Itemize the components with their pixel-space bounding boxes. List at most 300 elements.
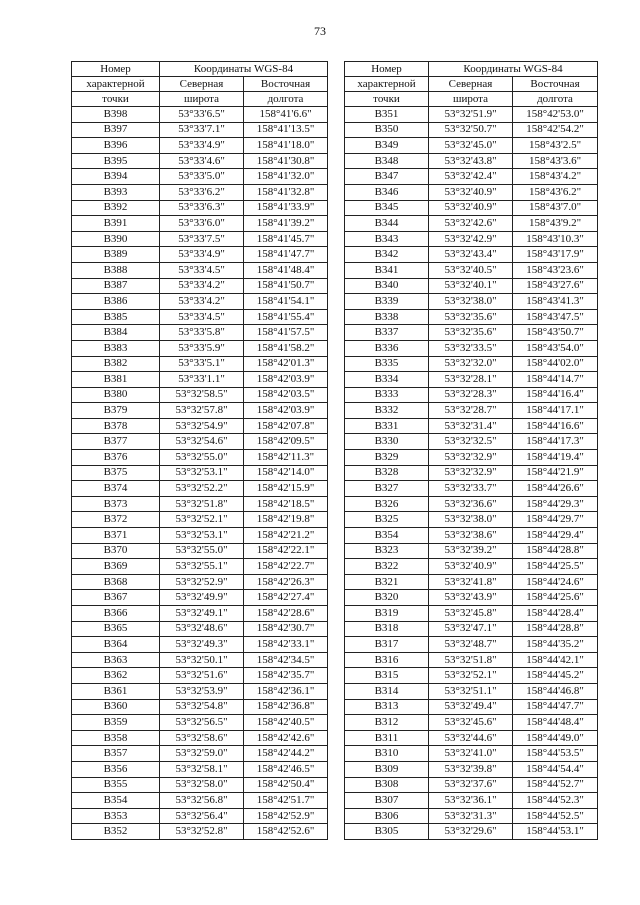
header-point-number-line3: точки bbox=[345, 92, 429, 107]
table-row bbox=[345, 418, 598, 434]
point-id-cell: B329 bbox=[345, 450, 429, 466]
longitude-cell: 158°42'03.9" bbox=[244, 403, 328, 419]
latitude-cell: 53°33'6.2" bbox=[160, 184, 244, 200]
latitude-cell: 53°32'37.6" bbox=[429, 777, 513, 793]
longitude-cell: 158°42'18.5" bbox=[244, 496, 328, 512]
latitude-cell: 53°32'41.0" bbox=[429, 746, 513, 762]
point-id-cell: B373 bbox=[72, 496, 160, 512]
point-id-cell: B345 bbox=[345, 200, 429, 216]
table-row bbox=[72, 309, 328, 325]
point-id-cell: B395 bbox=[72, 153, 160, 169]
longitude-cell: 158°43'54.0" bbox=[513, 340, 598, 356]
latitude-cell: 53°32'56.4" bbox=[160, 808, 244, 824]
table-row bbox=[345, 294, 598, 310]
point-id-cell: B389 bbox=[72, 247, 160, 263]
point-id-cell: B322 bbox=[345, 559, 429, 575]
table-row bbox=[345, 777, 598, 793]
table-row bbox=[72, 465, 328, 481]
point-id-cell: B354 bbox=[345, 528, 429, 544]
longitude-cell: 158°44'52.7" bbox=[513, 777, 598, 793]
longitude-cell: 158°42'19.8" bbox=[244, 512, 328, 528]
point-id-cell: B317 bbox=[345, 637, 429, 653]
longitude-cell: 158°42'36.1" bbox=[244, 683, 328, 699]
header-point-number: Номер bbox=[345, 62, 429, 77]
header-longitude-line2: долгота bbox=[244, 92, 328, 107]
table-row bbox=[345, 606, 598, 622]
point-id-cell: B305 bbox=[345, 824, 429, 840]
latitude-cell: 53°32'43.9" bbox=[429, 590, 513, 606]
latitude-cell: 53°32'44.6" bbox=[429, 730, 513, 746]
table-row bbox=[72, 434, 328, 450]
longitude-cell: 158°41'39.2" bbox=[244, 216, 328, 232]
table-row bbox=[345, 325, 598, 341]
table-row bbox=[72, 668, 328, 684]
latitude-cell: 53°32'35.6" bbox=[429, 325, 513, 341]
table-row bbox=[72, 590, 328, 606]
latitude-cell: 53°33'6.0" bbox=[160, 216, 244, 232]
table-row bbox=[345, 465, 598, 481]
longitude-cell: 158°42'22.7" bbox=[244, 559, 328, 575]
point-id-cell: B372 bbox=[72, 512, 160, 528]
longitude-cell: 158°44'16.4" bbox=[513, 387, 598, 403]
longitude-cell: 158°44'48.4" bbox=[513, 715, 598, 731]
latitude-cell: 53°32'38.0" bbox=[429, 512, 513, 528]
point-id-cell: B314 bbox=[345, 683, 429, 699]
table-row bbox=[72, 294, 328, 310]
point-id-cell: B320 bbox=[345, 590, 429, 606]
point-id-cell: B323 bbox=[345, 543, 429, 559]
latitude-cell: 53°32'41.8" bbox=[429, 574, 513, 590]
point-id-cell: B366 bbox=[72, 606, 160, 622]
longitude-cell: 158°43'4.2" bbox=[513, 169, 598, 185]
latitude-cell: 53°32'48.6" bbox=[160, 621, 244, 637]
longitude-cell: 158°44'46.8" bbox=[513, 683, 598, 699]
header-coordinates: Координаты WGS-84 bbox=[160, 62, 328, 77]
table-row bbox=[72, 699, 328, 715]
point-id-cell: B397 bbox=[72, 122, 160, 138]
point-id-cell: B341 bbox=[345, 262, 429, 278]
latitude-cell: 53°32'50.1" bbox=[160, 652, 244, 668]
point-id-cell: B326 bbox=[345, 496, 429, 512]
longitude-cell: 158°44'47.7" bbox=[513, 699, 598, 715]
longitude-cell: 158°43'27.6" bbox=[513, 278, 598, 294]
latitude-cell: 53°32'39.2" bbox=[429, 543, 513, 559]
longitude-cell: 158°44'54.4" bbox=[513, 761, 598, 777]
longitude-cell: 158°42'54.2" bbox=[513, 122, 598, 138]
point-id-cell: B342 bbox=[345, 247, 429, 263]
latitude-cell: 53°32'32.0" bbox=[429, 356, 513, 372]
latitude-cell: 53°32'54.6" bbox=[160, 434, 244, 450]
table-row bbox=[72, 683, 328, 699]
latitude-cell: 53°32'55.1" bbox=[160, 559, 244, 575]
table-row bbox=[72, 262, 328, 278]
longitude-cell: 158°41'32.8" bbox=[244, 184, 328, 200]
latitude-cell: 53°32'52.1" bbox=[160, 512, 244, 528]
point-id-cell: B379 bbox=[72, 403, 160, 419]
table-row bbox=[345, 231, 598, 247]
table-row bbox=[72, 761, 328, 777]
point-id-cell: B387 bbox=[72, 278, 160, 294]
latitude-cell: 53°32'58.1" bbox=[160, 761, 244, 777]
point-id-cell: B348 bbox=[345, 153, 429, 169]
latitude-cell: 53°32'40.5" bbox=[429, 262, 513, 278]
longitude-cell: 158°42'52.9" bbox=[244, 808, 328, 824]
latitude-cell: 53°32'43.8" bbox=[429, 153, 513, 169]
header-point-number-line2: характерной bbox=[72, 77, 160, 92]
latitude-cell: 53°33'4.2" bbox=[160, 278, 244, 294]
point-id-cell: B327 bbox=[345, 481, 429, 497]
latitude-cell: 53°32'31.4" bbox=[429, 418, 513, 434]
latitude-cell: 53°33'4.5" bbox=[160, 309, 244, 325]
table-body-left bbox=[72, 107, 328, 840]
point-id-cell: B358 bbox=[72, 730, 160, 746]
point-id-cell: B344 bbox=[345, 216, 429, 232]
longitude-cell: 158°42'26.3" bbox=[244, 574, 328, 590]
point-id-cell: B306 bbox=[345, 808, 429, 824]
point-id-cell: B310 bbox=[345, 746, 429, 762]
table-row bbox=[345, 138, 598, 154]
table-row bbox=[72, 138, 328, 154]
table-row bbox=[345, 715, 598, 731]
latitude-cell: 53°32'58.0" bbox=[160, 777, 244, 793]
longitude-cell: 158°44'17.1" bbox=[513, 403, 598, 419]
table-row bbox=[345, 808, 598, 824]
latitude-cell: 53°33'4.9" bbox=[160, 247, 244, 263]
point-id-cell: B386 bbox=[72, 294, 160, 310]
longitude-cell: 158°41'18.0" bbox=[244, 138, 328, 154]
latitude-cell: 53°32'32.9" bbox=[429, 465, 513, 481]
latitude-cell: 53°32'54.9" bbox=[160, 418, 244, 434]
point-id-cell: B354 bbox=[72, 793, 160, 809]
table-row bbox=[72, 169, 328, 185]
point-id-cell: B370 bbox=[72, 543, 160, 559]
point-id-cell: B393 bbox=[72, 184, 160, 200]
latitude-cell: 53°32'32.9" bbox=[429, 450, 513, 466]
table-row bbox=[345, 574, 598, 590]
longitude-cell: 158°42'03.9" bbox=[244, 372, 328, 388]
point-id-cell: B369 bbox=[72, 559, 160, 575]
table-row bbox=[345, 340, 598, 356]
header-longitude: Восточная bbox=[513, 77, 598, 92]
point-id-cell: B332 bbox=[345, 403, 429, 419]
latitude-cell: 53°32'42.6" bbox=[429, 216, 513, 232]
table-row bbox=[345, 699, 598, 715]
table-row bbox=[72, 340, 328, 356]
table-row bbox=[72, 356, 328, 372]
longitude-cell: 158°42'50.4" bbox=[244, 777, 328, 793]
table-row bbox=[72, 574, 328, 590]
header-coordinates: Координаты WGS-84 bbox=[429, 62, 598, 77]
point-id-cell: B337 bbox=[345, 325, 429, 341]
table-row bbox=[345, 184, 598, 200]
longitude-cell: 158°42'07.8" bbox=[244, 418, 328, 434]
table-row bbox=[345, 528, 598, 544]
latitude-cell: 53°32'33.5" bbox=[429, 340, 513, 356]
point-id-cell: B398 bbox=[72, 107, 160, 123]
latitude-cell: 53°32'52.2" bbox=[160, 481, 244, 497]
header-latitude-line2: широта bbox=[429, 92, 513, 107]
point-id-cell: B355 bbox=[72, 777, 160, 793]
longitude-cell: 158°43'6.2" bbox=[513, 184, 598, 200]
point-id-cell: B349 bbox=[345, 138, 429, 154]
point-id-cell: B375 bbox=[72, 465, 160, 481]
point-id-cell: B313 bbox=[345, 699, 429, 715]
longitude-cell: 158°43'23.6" bbox=[513, 262, 598, 278]
point-id-cell: B356 bbox=[72, 761, 160, 777]
table-row bbox=[72, 216, 328, 232]
point-id-cell: B383 bbox=[72, 340, 160, 356]
table-row bbox=[72, 247, 328, 263]
latitude-cell: 53°32'55.0" bbox=[160, 450, 244, 466]
latitude-cell: 53°32'58.6" bbox=[160, 730, 244, 746]
table-row bbox=[345, 496, 598, 512]
point-id-cell: B347 bbox=[345, 169, 429, 185]
longitude-cell: 158°42'22.1" bbox=[244, 543, 328, 559]
latitude-cell: 53°32'49.4" bbox=[429, 699, 513, 715]
point-id-cell: B377 bbox=[72, 434, 160, 450]
table-row bbox=[345, 434, 598, 450]
point-id-cell: B378 bbox=[72, 418, 160, 434]
longitude-cell: 158°44'16.6" bbox=[513, 418, 598, 434]
longitude-cell: 158°42'28.6" bbox=[244, 606, 328, 622]
longitude-cell: 158°42'53.0" bbox=[513, 107, 598, 123]
longitude-cell: 158°43'47.5" bbox=[513, 309, 598, 325]
latitude-cell: 53°33'4.5" bbox=[160, 262, 244, 278]
longitude-cell: 158°42'44.2" bbox=[244, 746, 328, 762]
point-id-cell: B365 bbox=[72, 621, 160, 637]
latitude-cell: 53°32'28.3" bbox=[429, 387, 513, 403]
point-id-cell: B340 bbox=[345, 278, 429, 294]
point-id-cell: B368 bbox=[72, 574, 160, 590]
latitude-cell: 53°33'5.1" bbox=[160, 356, 244, 372]
point-id-cell: B333 bbox=[345, 387, 429, 403]
table-row bbox=[72, 278, 328, 294]
table-row bbox=[345, 824, 598, 840]
latitude-cell: 53°32'49.9" bbox=[160, 590, 244, 606]
table-row bbox=[72, 621, 328, 637]
point-id-cell: B315 bbox=[345, 668, 429, 684]
point-id-cell: B338 bbox=[345, 309, 429, 325]
longitude-cell: 158°44'17.3" bbox=[513, 434, 598, 450]
page-number: 73 bbox=[314, 24, 326, 38]
point-id-cell: B382 bbox=[72, 356, 160, 372]
point-id-cell: B367 bbox=[72, 590, 160, 606]
point-id-cell: B376 bbox=[72, 450, 160, 466]
point-id-cell: B359 bbox=[72, 715, 160, 731]
point-id-cell: B381 bbox=[72, 372, 160, 388]
longitude-cell: 158°42'35.7" bbox=[244, 668, 328, 684]
latitude-cell: 53°32'40.9" bbox=[429, 559, 513, 575]
latitude-cell: 53°33'4.6" bbox=[160, 153, 244, 169]
latitude-cell: 53°33'5.8" bbox=[160, 325, 244, 341]
point-id-cell: B328 bbox=[345, 465, 429, 481]
point-id-cell: B374 bbox=[72, 481, 160, 497]
point-id-cell: B353 bbox=[72, 808, 160, 824]
latitude-cell: 53°32'29.6" bbox=[429, 824, 513, 840]
point-id-cell: B309 bbox=[345, 761, 429, 777]
point-id-cell: B362 bbox=[72, 668, 160, 684]
table-body-right bbox=[345, 107, 598, 840]
longitude-cell: 158°42'42.6" bbox=[244, 730, 328, 746]
longitude-cell: 158°41'57.5" bbox=[244, 325, 328, 341]
longitude-cell: 158°44'45.2" bbox=[513, 668, 598, 684]
point-id-cell: B331 bbox=[345, 418, 429, 434]
table-row bbox=[72, 325, 328, 341]
latitude-cell: 53°32'36.6" bbox=[429, 496, 513, 512]
latitude-cell: 53°32'45.6" bbox=[429, 715, 513, 731]
point-id-cell: B325 bbox=[345, 512, 429, 528]
table-row bbox=[72, 184, 328, 200]
table-row bbox=[72, 777, 328, 793]
longitude-cell: 158°44'19.4" bbox=[513, 450, 598, 466]
point-id-cell: B350 bbox=[345, 122, 429, 138]
table-row bbox=[72, 403, 328, 419]
latitude-cell: 53°32'51.8" bbox=[160, 496, 244, 512]
table-row bbox=[72, 528, 328, 544]
table-row bbox=[72, 231, 328, 247]
latitude-cell: 53°32'28.7" bbox=[429, 403, 513, 419]
table-row bbox=[72, 793, 328, 809]
table-row bbox=[345, 387, 598, 403]
longitude-cell: 158°42'46.5" bbox=[244, 761, 328, 777]
point-id-cell: B396 bbox=[72, 138, 160, 154]
point-id-cell: B312 bbox=[345, 715, 429, 731]
latitude-cell: 53°33'4.2" bbox=[160, 294, 244, 310]
table-row bbox=[345, 559, 598, 575]
table-row bbox=[345, 512, 598, 528]
table-row bbox=[72, 418, 328, 434]
table-row bbox=[345, 169, 598, 185]
latitude-cell: 53°32'53.9" bbox=[160, 683, 244, 699]
latitude-cell: 53°32'51.9" bbox=[429, 107, 513, 123]
latitude-cell: 53°32'43.4" bbox=[429, 247, 513, 263]
point-id-cell: B360 bbox=[72, 699, 160, 715]
point-id-cell: B311 bbox=[345, 730, 429, 746]
longitude-cell: 158°41'50.7" bbox=[244, 278, 328, 294]
longitude-cell: 158°41'45.7" bbox=[244, 231, 328, 247]
latitude-cell: 53°33'4.9" bbox=[160, 138, 244, 154]
longitude-cell: 158°44'29.4" bbox=[513, 528, 598, 544]
table-row bbox=[345, 107, 598, 123]
point-id-cell: B364 bbox=[72, 637, 160, 653]
table-row bbox=[345, 481, 598, 497]
point-id-cell: B343 bbox=[345, 231, 429, 247]
longitude-cell: 158°43'2.5" bbox=[513, 138, 598, 154]
longitude-cell: 158°41'33.9" bbox=[244, 200, 328, 216]
longitude-cell: 158°41'54.1" bbox=[244, 294, 328, 310]
longitude-cell: 158°44'42.1" bbox=[513, 652, 598, 668]
longitude-cell: 158°42'27.4" bbox=[244, 590, 328, 606]
longitude-cell: 158°42'15.9" bbox=[244, 481, 328, 497]
longitude-cell: 158°42'09.5" bbox=[244, 434, 328, 450]
latitude-cell: 53°32'42.4" bbox=[429, 169, 513, 185]
point-id-cell: B380 bbox=[72, 387, 160, 403]
table-row bbox=[72, 200, 328, 216]
table-row bbox=[345, 730, 598, 746]
latitude-cell: 53°32'36.1" bbox=[429, 793, 513, 809]
longitude-cell: 158°44'14.7" bbox=[513, 372, 598, 388]
latitude-cell: 53°32'40.1" bbox=[429, 278, 513, 294]
table-row bbox=[72, 372, 328, 388]
longitude-cell: 158°44'02.0" bbox=[513, 356, 598, 372]
point-id-cell: B308 bbox=[345, 777, 429, 793]
latitude-cell: 53°33'6.3" bbox=[160, 200, 244, 216]
point-id-cell: B307 bbox=[345, 793, 429, 809]
header-point-number-line2: характерной bbox=[345, 77, 429, 92]
table-row bbox=[72, 824, 328, 840]
longitude-cell: 158°42'03.5" bbox=[244, 387, 328, 403]
table-row bbox=[345, 761, 598, 777]
point-id-cell: B392 bbox=[72, 200, 160, 216]
header-latitude-line2: широта bbox=[160, 92, 244, 107]
longitude-cell: 158°44'49.0" bbox=[513, 730, 598, 746]
latitude-cell: 53°33'5.0" bbox=[160, 169, 244, 185]
table-row bbox=[72, 559, 328, 575]
table-row bbox=[345, 372, 598, 388]
longitude-cell: 158°43'3.6" bbox=[513, 153, 598, 169]
latitude-cell: 53°32'40.9" bbox=[429, 200, 513, 216]
table-row bbox=[345, 356, 598, 372]
latitude-cell: 53°33'7.1" bbox=[160, 122, 244, 138]
latitude-cell: 53°32'56.8" bbox=[160, 793, 244, 809]
point-id-cell: B352 bbox=[72, 824, 160, 840]
point-id-cell: B394 bbox=[72, 169, 160, 185]
longitude-cell: 158°43'41.3" bbox=[513, 294, 598, 310]
table-row bbox=[72, 153, 328, 169]
latitude-cell: 53°32'58.5" bbox=[160, 387, 244, 403]
table-row bbox=[72, 496, 328, 512]
longitude-cell: 158°44'35.2" bbox=[513, 637, 598, 653]
table-row bbox=[72, 107, 328, 123]
table-row bbox=[72, 652, 328, 668]
table-row bbox=[345, 262, 598, 278]
point-id-cell: B384 bbox=[72, 325, 160, 341]
longitude-cell: 158°44'28.8" bbox=[513, 543, 598, 559]
table-row bbox=[345, 309, 598, 325]
latitude-cell: 53°32'28.1" bbox=[429, 372, 513, 388]
table-row bbox=[345, 403, 598, 419]
latitude-cell: 53°32'53.1" bbox=[160, 528, 244, 544]
point-id-cell: B361 bbox=[72, 683, 160, 699]
longitude-cell: 158°43'17.9" bbox=[513, 247, 598, 263]
point-id-cell: B334 bbox=[345, 372, 429, 388]
longitude-cell: 158°42'30.7" bbox=[244, 621, 328, 637]
table-row bbox=[345, 247, 598, 263]
table-row bbox=[345, 153, 598, 169]
table-row bbox=[345, 590, 598, 606]
table-row bbox=[345, 450, 598, 466]
point-id-cell: B330 bbox=[345, 434, 429, 450]
latitude-cell: 53°33'7.5" bbox=[160, 231, 244, 247]
header-point-number: Номер bbox=[72, 62, 160, 77]
table-row bbox=[72, 387, 328, 403]
longitude-cell: 158°41'6.6" bbox=[244, 107, 328, 123]
longitude-cell: 158°42'52.6" bbox=[244, 824, 328, 840]
point-id-cell: B385 bbox=[72, 309, 160, 325]
latitude-cell: 53°32'38.6" bbox=[429, 528, 513, 544]
coordinates-table-right bbox=[344, 61, 598, 840]
longitude-cell: 158°42'40.5" bbox=[244, 715, 328, 731]
point-id-cell: B318 bbox=[345, 621, 429, 637]
latitude-cell: 53°32'49.3" bbox=[160, 637, 244, 653]
longitude-cell: 158°42'21.2" bbox=[244, 528, 328, 544]
latitude-cell: 53°32'53.1" bbox=[160, 465, 244, 481]
table-row bbox=[72, 512, 328, 528]
longitude-cell: 158°43'50.7" bbox=[513, 325, 598, 341]
longitude-cell: 158°42'01.3" bbox=[244, 356, 328, 372]
longitude-cell: 158°41'48.4" bbox=[244, 262, 328, 278]
point-id-cell: B390 bbox=[72, 231, 160, 247]
